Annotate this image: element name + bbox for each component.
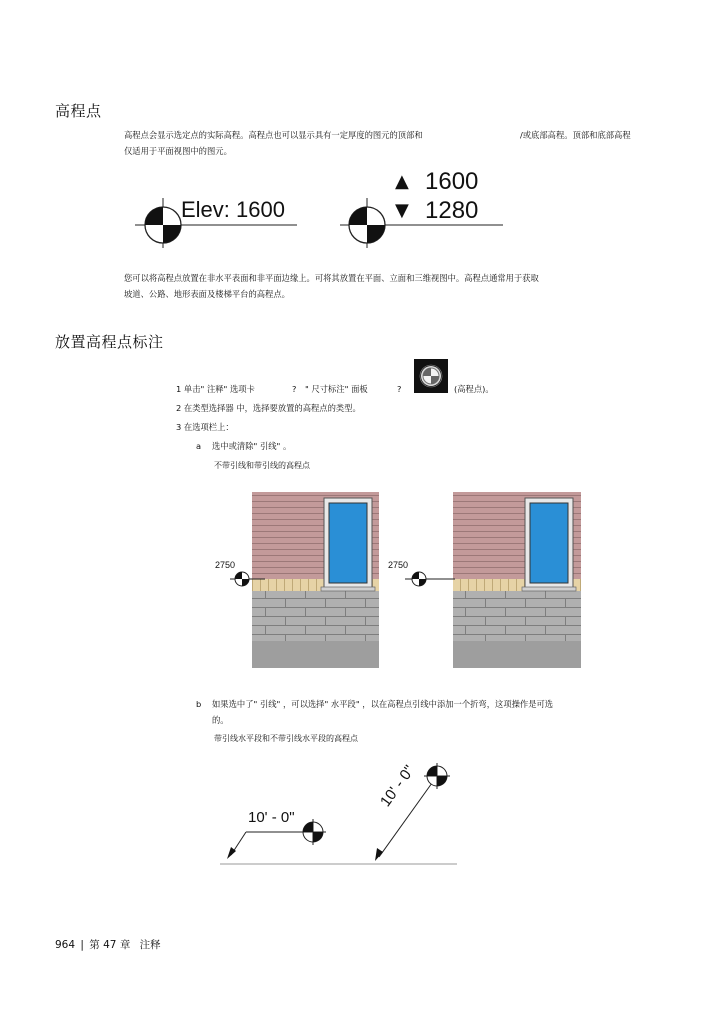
up-triangle-icon: ▲ [395,171,409,192]
spot-elevation-tool-icon[interactable] [414,359,448,393]
sub-step-a-text: 选中或清除" 引线" 。 [212,441,292,451]
usage-line-2: 坡道、公路、地形表面及楼梯平台的高程点。 [124,288,290,299]
usage-line-1: 您可以将高程点放置在非水平表面和非平面边缘上。可将其放置在平面、立面和三维视图中。高程点通常用于获取 [124,273,539,283]
page-number: 964 [55,939,76,951]
step-2-text: 2 在类型选择器 中，选择要放置的高程点的类型。 [176,403,361,413]
leader-comparison-figure [205,490,590,670]
figure-b-caption: 带引线水平段和不带引线水平段的高程点 [214,734,358,743]
elevation-target-icon [340,198,503,248]
figure-a-left-value: 2750 [215,560,236,570]
page-footer [55,937,161,952]
with-leader-example [405,492,581,668]
sub-step-b-text [212,697,652,728]
step-3-text: 3 在选项栏上： [176,422,234,432]
section-title-place-spot-elevation: 放置高程点标注 [55,333,164,351]
sub-step-b-line-1: 如果选中了" 引线" ，可以选择" 水平段" ，以在高程点引线中添加一个折弯，这项操作是可选 [212,699,554,709]
intro-paragraph [124,128,664,159]
figure-b-left-value: 10' - 0" [248,809,295,826]
step-1-separator-2: ? [397,384,402,394]
figure-b-right-value: 10' - 0" [377,762,419,810]
step-1-text-a: 1 单击" 注释" 选项卡 [176,384,255,394]
chapter-number: 第 47 章 [89,939,131,951]
sub-step-b-line-2: 的。 [212,714,229,725]
intro-line-2: 仅适用于平面视图中的图元。 [124,145,232,156]
elev-label: Elev: 1600 [181,197,285,222]
step-1-text-e: (高程点)。 [454,384,494,394]
footer-separator: | [80,939,84,951]
chapter-title: 注释 [139,939,161,951]
no-leader-example [230,492,379,668]
sub-step-a-label: a [196,441,202,451]
down-triangle-icon: ▼ [395,200,409,221]
figure-a-caption: 不带引线和带引线的高程点 [214,461,310,470]
intro-line-1: 高程点会显示选定点的实际高程。高程点也可以显示具有一定厚度的图元的顶部和 [124,130,423,140]
usage-paragraph [124,271,664,302]
sub-step-b-label: b [196,699,202,709]
step-1-text-c: " 尺寸标注" 面板 [305,384,368,394]
section-title-spot-elevations: 高程点 [55,102,102,120]
top-elevation-value: 1600 [425,168,479,195]
figure-a-right-value: 2750 [388,560,409,570]
intro-line-1b: /或底部高程。顶部和底部高程 [520,130,631,140]
step-1-separator-1: ? [292,384,297,394]
bottom-elevation-value: 1280 [425,197,479,224]
